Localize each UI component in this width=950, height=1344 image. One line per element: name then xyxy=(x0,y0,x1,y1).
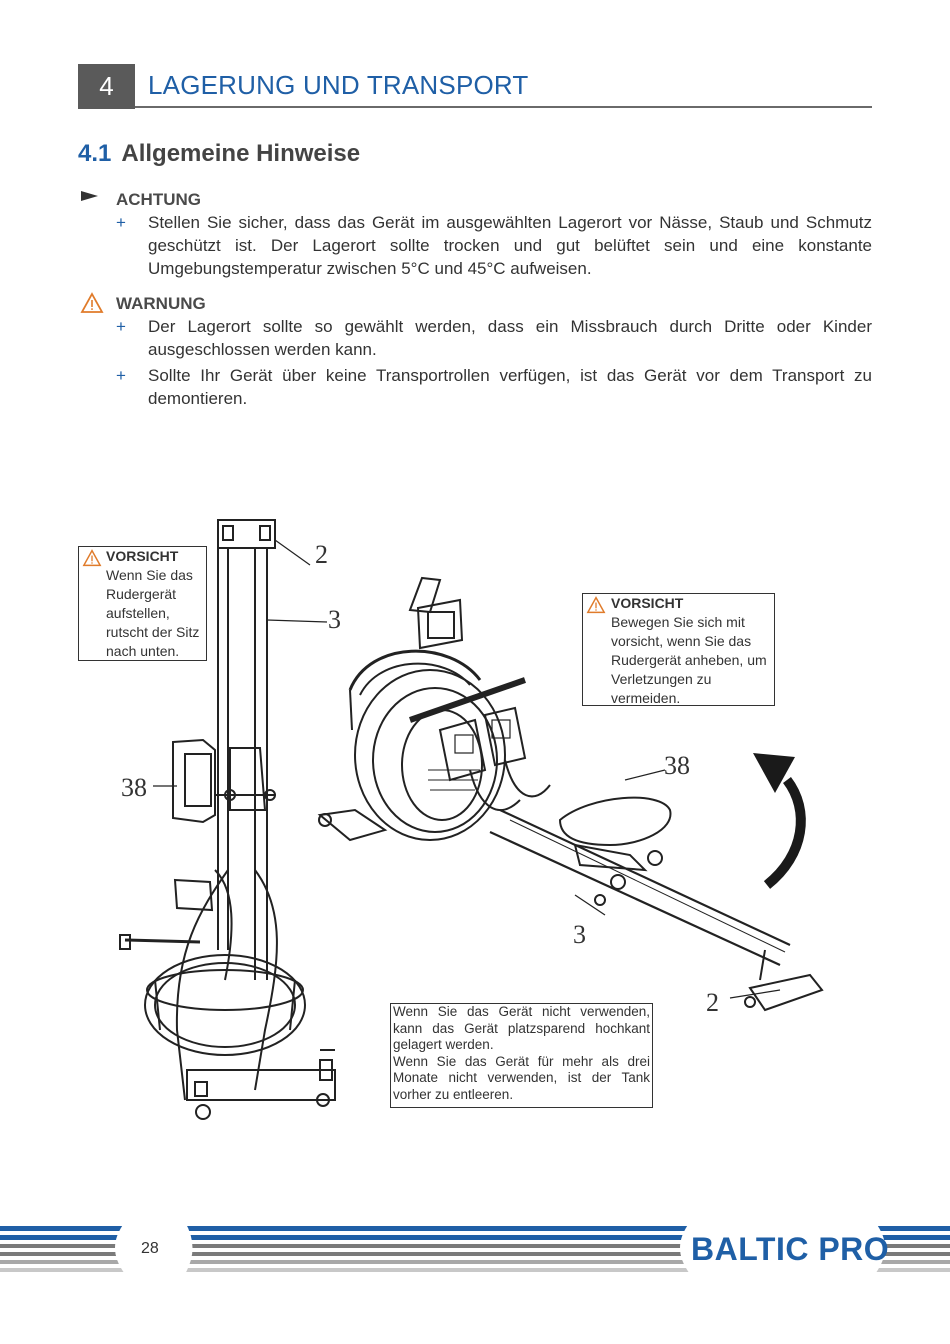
caution-text: Wenn Sie das Rudergerät aufstellen, rutscht der Sitz nach unten. xyxy=(106,567,200,659)
storage-note-line-2: Wenn Sie das Gerät für mehr als drei Monate nicht verwenden, ist der Tank vorher zu entleeren. xyxy=(393,1053,650,1102)
bullet-plus-icon: + xyxy=(116,213,126,232)
caution-title: VORSICHT xyxy=(106,548,179,564)
caution-box-right xyxy=(582,593,775,706)
page-number: 28 xyxy=(141,1240,159,1257)
chapter-title: LAGERUNG UND TRANSPORT xyxy=(148,70,529,100)
brand-logo: BALTIC PRO xyxy=(691,1231,890,1267)
pointer-arrow-icon xyxy=(80,189,100,208)
callout-part-3-upright: 3 xyxy=(328,605,341,634)
callout-part-2-floor: 2 xyxy=(706,988,719,1017)
caution-text: Bewegen Sie sich mit vorsicht, wenn Sie das Rudergerät anheben, um Verletzungen zu vermeiden. xyxy=(611,614,767,706)
section-number: 4.1 xyxy=(78,140,112,167)
warnung-text-1: Der Lagerort sollte so gewählt werden, dass ein Missbrauch durch Dritte oder Kinder ausgeschlossen werden kann. xyxy=(148,317,872,359)
callout-part-3-floor: 3 xyxy=(573,920,586,949)
section-heading xyxy=(78,140,360,168)
storage-note-line-1: Wenn Sie das Gerät nicht verwenden, kann das Gerät platzsparend hochkant gelagert werden. xyxy=(393,1004,650,1052)
bullet-plus-icon: + xyxy=(116,317,126,336)
warning-triangle-icon xyxy=(586,596,606,619)
chapter-rule xyxy=(135,106,872,108)
achtung-label: ACHTUNG xyxy=(116,190,201,209)
warnung-label: WARNUNG xyxy=(116,294,206,313)
caution-title: VORSICHT xyxy=(611,595,684,611)
callout-part-2-upright: 2 xyxy=(315,540,328,569)
achtung-text: Stellen Sie sicher, dass das Gerät im ausgewählten Lagerort vor Nässe, Staub und Schmutz geschützt ist. Der Lagerort sollte trocken und gut belüftet sein und eine konstante Umgebungstemperatur zwischen 5°C und 45°C aufweisen. xyxy=(148,213,872,278)
storage-note-box xyxy=(390,1003,653,1108)
lift-direction-arrow-icon xyxy=(745,745,815,890)
chapter-number: 4 xyxy=(78,64,135,109)
warnung-text-2: Sollte Ihr Gerät über keine Transportrollen verfügen, ist das Gerät vor dem Transport zu demontieren. xyxy=(148,366,872,408)
bullet-plus-icon: + xyxy=(116,366,126,385)
warning-triangle-icon xyxy=(80,292,104,319)
warning-triangle-icon xyxy=(82,549,102,572)
callout-part-38-upright: 38 xyxy=(121,773,147,802)
caution-box-left xyxy=(78,546,207,661)
section-title: Allgemeine Hinweise xyxy=(121,140,361,167)
callout-part-38-floor: 38 xyxy=(664,751,690,780)
